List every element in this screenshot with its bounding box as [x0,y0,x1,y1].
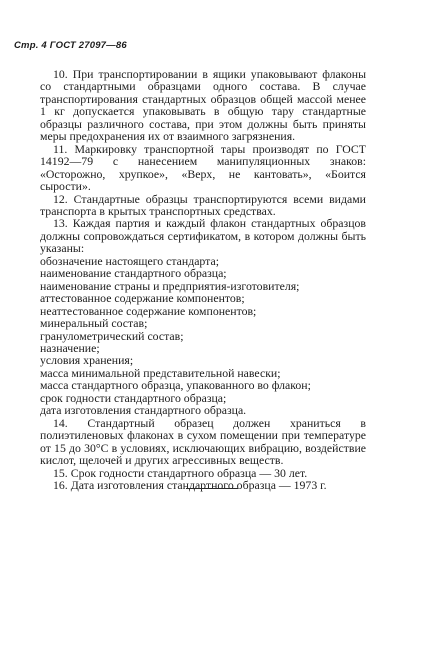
certificate-item: дата изготовления стандартного образца. [40,403,247,418]
clause-14: 14. Стандартный образец должен храниться в полиэтиленовых флаконах в сухом помещении при температуре от 15 до 30°С в условиях, исключающих вибрацию, воздействие кислот, щелочей и других агрессивных веществ. [40,415,366,468]
certificate-item: назначение; [40,340,100,355]
clause-16: 16. Дата изготовления стандартного образца — 1973 г. [53,477,327,492]
certificate-item: неаттестованное содержание компонентов; [40,303,257,318]
certificate-item: масса минимальной представительной навески; [40,365,281,380]
certificate-item: аттестованное содержание компонентов; [40,291,245,306]
document-body [40,68,366,491]
certificate-item: наименование стандартного образца; [40,266,227,281]
clause-15: 15. Срок годности стандартного образца — 30 лет. [53,465,308,480]
certificate-item: гранулометрический состав; [40,328,184,343]
certificate-item: обозначение настоящего стандарта; [40,253,219,268]
clause-11: 11. Маркировку транспортной тары производят по ГОСТ 14192—79 с нанесением манипуляционных знаков: «Осторожно, хрупкое», «Верх, не кантовать», «Боится сырости». [40,141,366,194]
end-rule [186,488,238,489]
certificate-list [40,255,366,417]
certificate-item: масса стандартного образца, упакованного во флакон; [40,378,311,393]
clause-13: 13. Каждая партия и каждый флакон стандартных образцов должны сопровождаться сертификатом, в котором должны быть указаны: [40,216,366,256]
certificate-item: наименование страны и предприятия-изготовителя; [40,278,300,293]
running-head: Стр. 4 ГОСТ 27097—86 [14,40,127,51]
clause-10: 10. При транспортировании в ящики упаковывают флаконы со стандартными образцами одного состава. В случае транспортирования стандартных образцов общей массой менее 1 кг допускается упаковывать в общую тару стандартные образцы различного состава, при этом должны быть приняты меры предохранения их от взаимного загрязнения. [40,67,366,144]
clause-12: 12. Стандартные образцы транспортируются всеми видами транспорта в крытых транспортных средствах. [40,191,366,218]
certificate-item: срок годности стандартного образца; [40,390,227,405]
certificate-item: условия хранения; [40,353,134,368]
certificate-item: минеральный состав; [40,316,148,331]
